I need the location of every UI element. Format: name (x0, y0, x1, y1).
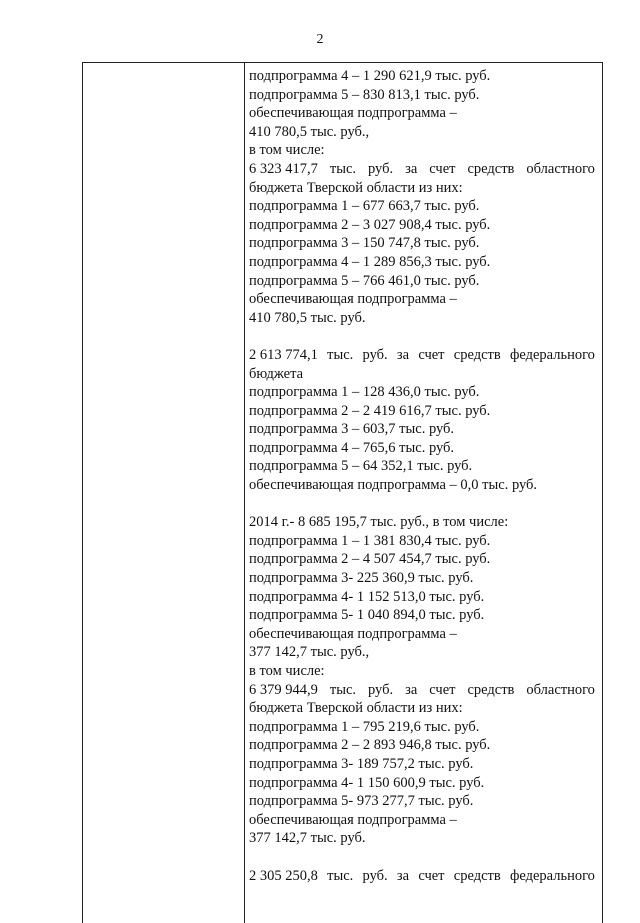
word: 2 613 774,1 (249, 346, 318, 363)
text-line: обеспечивающая подпрограмма – (249, 811, 457, 828)
word: счет (429, 160, 456, 177)
word: средств (467, 681, 515, 698)
word: областного (526, 681, 595, 698)
block-2014-regional-head (249, 681, 595, 700)
text-line: обеспечивающая подпрограмма – (249, 105, 457, 122)
word: руб. (367, 681, 394, 698)
text-line: подпрограмма 3 – 150 747,8 тыс. руб. (249, 235, 480, 252)
text-line: 2014 г.- 8 685 195,7 тыс. руб., в том числе: (249, 514, 509, 531)
word: 6 379 944,9 (249, 681, 318, 698)
text-line: подпрограмма 4- 1 152 513,0 тыс. руб. (249, 588, 485, 605)
word: за (405, 681, 418, 698)
spacer (249, 495, 595, 514)
text-line: 377 142,7 тыс. руб., (249, 644, 370, 661)
block-2013-totals (249, 67, 595, 160)
funding-details-cell (249, 67, 595, 885)
text-line: подпрограмма 2 – 2 893 946,8 тыс. руб. (249, 737, 491, 754)
text-line: подпрограмма 3- 225 360,9 тыс. руб. (249, 570, 474, 587)
word: тыс. (329, 160, 356, 177)
word: 2 305 250,8 (249, 867, 318, 884)
text-line: подпрограмма 4- 1 150 600,9 тыс. руб. (249, 774, 485, 791)
text-line: обеспечивающая подпрограмма – (249, 291, 457, 308)
word: за (396, 867, 410, 884)
text-line: подпрограмма 3 – 603,7 тыс. руб. (249, 421, 455, 438)
text-line: бюджета Тверской области из них: (249, 700, 463, 717)
word: средств (453, 867, 501, 884)
text-line: подпрограмма 2 – 2 419 616,7 тыс. руб. (249, 402, 491, 419)
word: счет (429, 681, 456, 698)
text-line: бюджета Тверской области из них: (249, 179, 463, 196)
block-2013-regional-head (249, 160, 595, 179)
text-line: 410 780,5 тыс. руб., (249, 123, 370, 140)
column-divider (244, 63, 245, 923)
text-line: 377 142,7 тыс. руб. (249, 830, 366, 847)
word: счет (418, 867, 445, 884)
text-line: бюджета (249, 365, 304, 382)
spacer (249, 848, 595, 867)
word: тыс. (327, 867, 354, 884)
text-line: подпрограмма 5 – 766 461,0 тыс. руб. (249, 272, 480, 289)
page-number: 2 (316, 32, 324, 47)
text-line: подпрограмма 5- 1 040 894,0 тыс. руб. (249, 607, 485, 624)
text-line: подпрограмма 1 – 795 219,6 тыс. руб. (249, 718, 480, 735)
word: руб. (367, 160, 394, 177)
text-line: подпрограмма 4 – 1 289 856,3 тыс. руб. (249, 253, 491, 270)
block-2013-federal (249, 365, 595, 495)
text-line: в том числе: (249, 142, 325, 159)
word: счет (418, 346, 445, 363)
block-2014-federal-head (249, 867, 595, 886)
word: за (405, 160, 418, 177)
block-2013-federal-head (249, 346, 595, 365)
word: руб. (362, 346, 388, 363)
word: за (396, 346, 410, 363)
block-2014-totals (249, 513, 595, 680)
text-line: подпрограмма 1 – 677 663,7 тыс. руб. (249, 198, 480, 215)
text-line: подпрограмма 5 – 830 813,1 тыс. руб. (249, 86, 480, 103)
text-line: подпрограмма 3- 189 757,2 тыс. руб. (249, 755, 474, 772)
text-line: подпрограмма 1 – 1 381 830,4 тыс. руб. (249, 532, 491, 549)
text-line: обеспечивающая подпрограмма – 0,0 тыс. руб. (249, 477, 538, 494)
block-2013-regional (249, 179, 595, 328)
text-line: подпрограмма 5 – 64 352,1 тыс. руб. (249, 458, 473, 475)
word: тыс. (327, 346, 354, 363)
text-line: подпрограмма 2 – 3 027 908,4 тыс. руб. (249, 216, 491, 233)
word: средств (467, 160, 515, 177)
spacer (249, 327, 595, 346)
word: средств (453, 346, 501, 363)
text-line: 410 780,5 тыс. руб. (249, 309, 366, 326)
text-line: подпрограмма 4 – 1 290 621,9 тыс. руб. (249, 68, 491, 84)
text-line: подпрограмма 2 – 4 507 454,7 тыс. руб. (249, 551, 491, 568)
empty-left-cell (83, 63, 244, 923)
word: тыс. (329, 681, 356, 698)
text-line: обеспечивающая подпрограмма – (249, 625, 457, 642)
word: 6 323 417,7 (249, 160, 318, 177)
word: федерального (509, 867, 595, 884)
word: федерального (509, 346, 595, 363)
text-line: в том числе: (249, 663, 325, 679)
word: областного (526, 160, 595, 177)
text-line: подпрограмма 4 – 765,6 тыс. руб. (249, 439, 455, 456)
text-line: подпрограмма 1 – 128 436,0 тыс. руб. (249, 384, 480, 401)
text-line: подпрограмма 5- 973 277,7 тыс. руб. (249, 793, 474, 810)
block-2014-regional (249, 699, 595, 848)
word: руб. (362, 867, 388, 884)
program-funding-table (82, 62, 603, 923)
